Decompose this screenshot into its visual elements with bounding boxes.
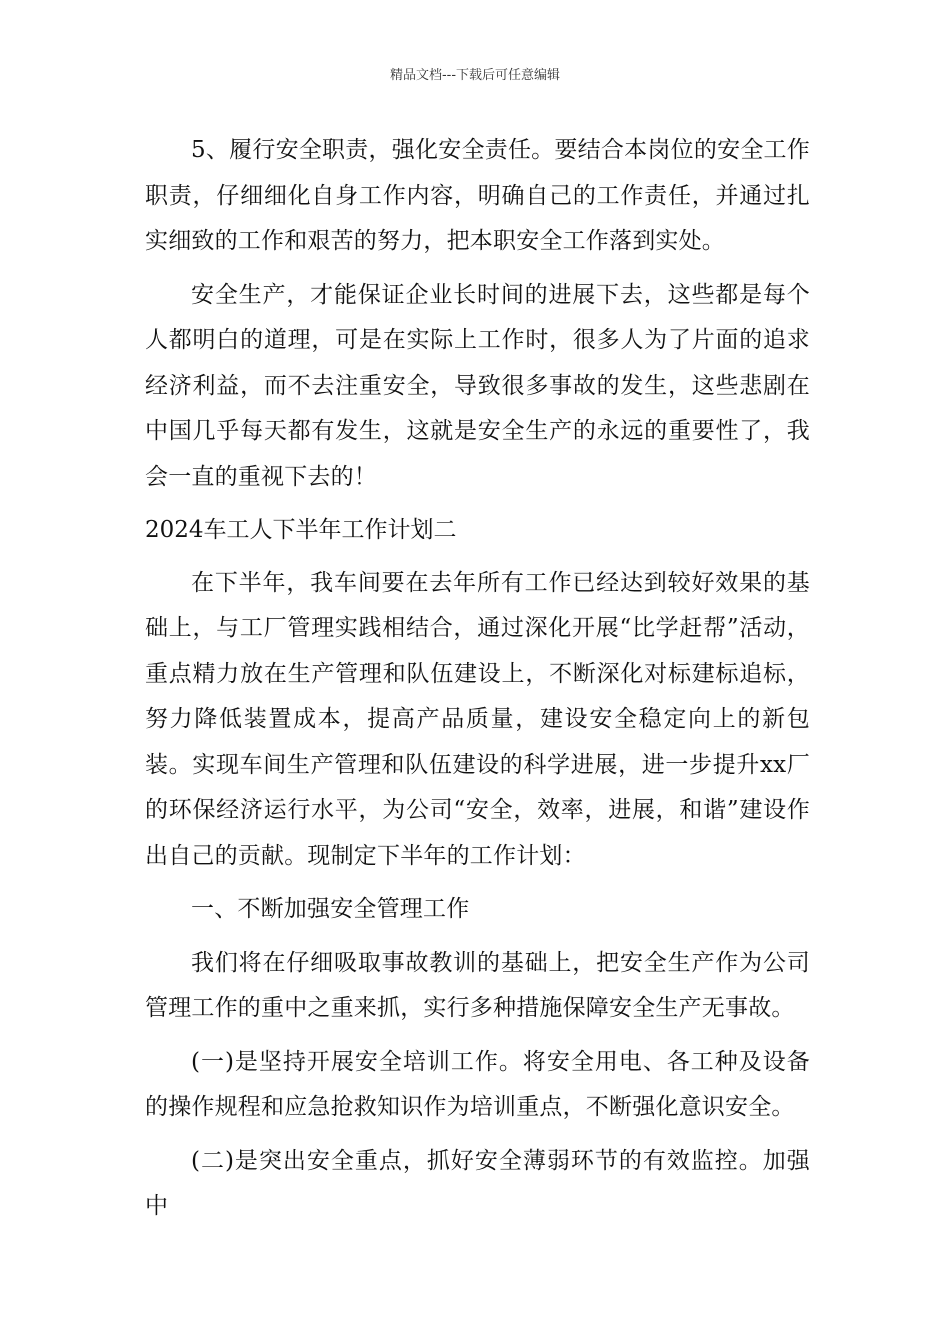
paragraph-safety-duty: 5、履行安全职责，强化安全责任。要结合本岗位的安全工作职责，仔细细化自身工作内容，明确自己的工作责任，并通过扎实细致的工作和艰苦的努力，把本职安全工作落到实处。 (145, 137, 810, 254)
paragraph-plan-intro: 在下半年，我车间要在去年所有工作已经达到较好效果的基础上，与工厂管理实践相结合，通过深化开展“比学赶帮”活动，重点精力放在生产管理和队伍建设上，不断深化对标建标追标，努力降低装置成本，提高产品质量，建设安全稳定向上的新包装。实现车间生产管理和队伍建设的科学进展，进一步提升xx厂的环保经济运行水平，为公司“安全，效率，进展，和谐”建设作出自己的贡献。现制定下半年的工作计划： (145, 569, 810, 869)
page-header: 精品文档---下载后可任意编辑 (389, 68, 561, 83)
section-heading: 2024车工人下半年工作计划二 (145, 517, 457, 543)
subheading-safety-management: 一、不断加强安全管理工作 (191, 896, 470, 922)
paragraph-safety-production: 安全生产，才能保证企业长时间的进展下去，这些都是每个人都明白的道理，可是在实际上工作时，很多人为了片面的追求经济利益，而不去注重安全，导致很多事故的发生，这些悲剧在中国几乎每天都有发生，这就是安全生产的永远的重要性了，我会一直的重视下去的！ (145, 281, 810, 490)
paragraph-safety-monitoring: (二)是突出安全重点，抓好安全薄弱环节的有效监控。加强中 (145, 1147, 810, 1219)
document-body (145, 128, 810, 1238)
paragraph-safety-training: (一)是坚持开展安全培训工作。将安全用电、各工种及设备的操作规程和应急抢救知识作为培训重点，不断强化意识安全。 (145, 1048, 810, 1120)
paragraph-safety-measures: 我们将在仔细吸取事故教训的基础上，把安全生产作为公司管理工作的重中之重来抓，实行多种措施保障安全生产无事故。 (145, 949, 810, 1021)
